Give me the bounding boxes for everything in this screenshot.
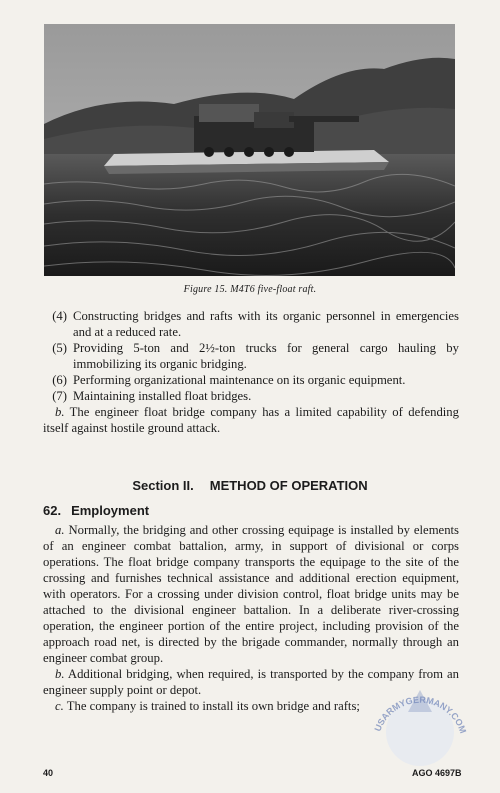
section-title xyxy=(0,478,500,493)
list-item-number: (5) xyxy=(52,341,67,355)
paragraph-text: Additional bridging, when required, is transported by the company from an engineer supply point or depot. xyxy=(43,667,459,697)
watermark-seal xyxy=(360,662,480,782)
section-name: METHOD OF OPERATION xyxy=(209,478,368,493)
section-label: Section II. xyxy=(132,478,194,493)
heading-number: 62. xyxy=(43,503,62,518)
list-item-number: (4) xyxy=(52,309,67,323)
watermark-text: USARMYGERMANY.COM xyxy=(372,694,469,735)
list-item xyxy=(43,388,459,404)
list-item-text: Performing organizational maintenance on its organic equipment. xyxy=(73,373,406,387)
paragraph-lead: c. xyxy=(55,699,64,713)
paragraph-text: The engineer float bridge company has a limited capability of defending itself against hostile ground attack. xyxy=(43,405,459,435)
list-item xyxy=(43,372,459,388)
figure-photo xyxy=(44,24,455,276)
list-item xyxy=(43,340,459,372)
paragraph-a xyxy=(43,522,459,666)
paragraph-lead: b. xyxy=(55,667,65,681)
list-item-text: Constructing bridges and rafts with its organic personnel in emergencies and at a reduced rate. xyxy=(73,309,459,339)
list-item-text: Maintaining installed float bridges. xyxy=(73,389,252,403)
list-item xyxy=(43,308,459,340)
ago-code: AGO 4697B xyxy=(412,768,462,778)
figure-caption: Figure 15. M4T6 five-float raft. xyxy=(183,284,317,295)
paragraph-text: Normally, the bridging and other crossing equipage is installed by elements of an engineer combat battalion, army, in support of divisional or corps operations. The float bridge company transports the equipage to the site of the crossing and furnishes technical assistance and additional erection equipment, with operators. For a crossing under division control, float bridge units may be attached to the divisional engineer battalion. In a deliberate river-crossing operation, the engineer portion of the entire project, including provision of the approach road net, is directed by the brigade commander, normally through an engineer combat group. xyxy=(43,523,459,665)
paragraph-lead: b. xyxy=(55,405,65,419)
heading-title: Employment xyxy=(71,503,150,518)
paragraph-lead: a. xyxy=(55,523,65,537)
list-item-text: Providing 5-ton and 2½-ton trucks for general cargo hauling by immobilizing its organic bridging. xyxy=(73,341,459,371)
page-number: 40 xyxy=(43,768,54,778)
list-item-number: (6) xyxy=(52,373,67,387)
paragraph-heading xyxy=(43,503,149,518)
paragraph-b-defense xyxy=(43,404,459,436)
list-item-number: (7) xyxy=(52,389,67,403)
paragraph-text: The company is trained to install its own bridge and rafts; xyxy=(63,699,360,713)
capability-list xyxy=(43,308,459,436)
